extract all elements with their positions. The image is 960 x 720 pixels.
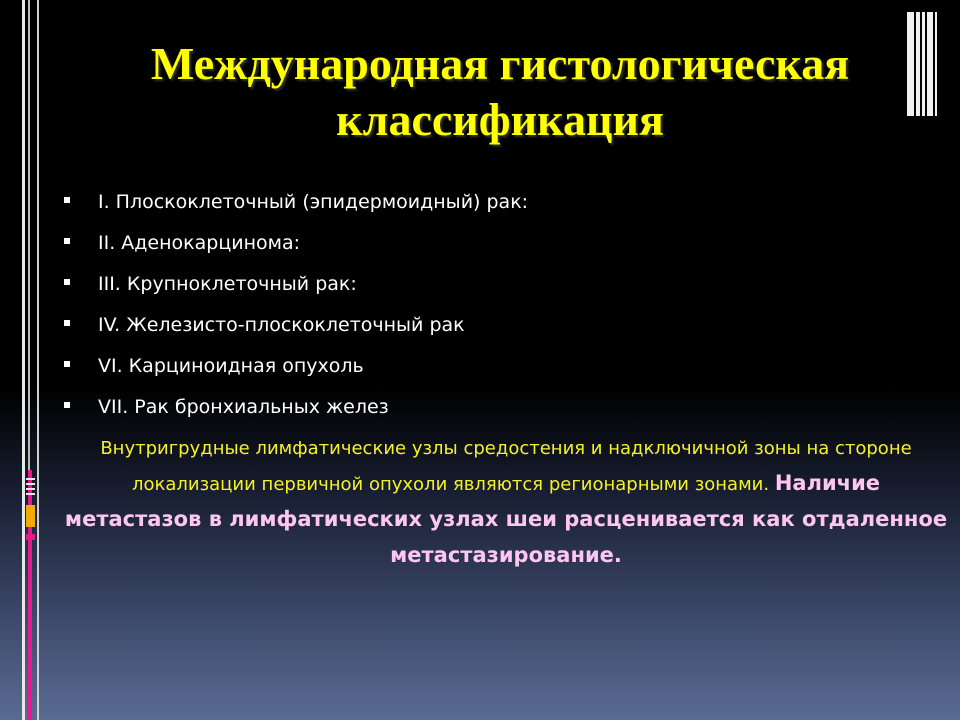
list-item-text: II. Аденокарцинома: — [98, 232, 301, 254]
bullet-square-icon — [64, 361, 70, 367]
list-item-text: VII. Рак бронхиальных желез — [98, 396, 389, 418]
list-item — [62, 264, 922, 305]
left-decor-block-orange — [26, 505, 35, 527]
list-item-text: IV. Железисто-плоскоклеточный рак — [98, 314, 465, 336]
bullet-square-icon — [64, 197, 70, 203]
left-decor-bar — [37, 0, 39, 720]
left-decor-bar — [22, 0, 25, 720]
left-decor-block-pink — [26, 534, 35, 540]
bullet-square-icon — [64, 320, 70, 326]
left-decor-bar — [28, 0, 30, 470]
list-item — [62, 182, 922, 223]
left-decor-dots — [26, 478, 35, 496]
note-emphasis: Наличие метастазов в лимфатических узлах шеи расценивается как отдаленное метастазирование. — [64, 471, 948, 567]
classification-list — [62, 182, 922, 428]
list-item-text: III. Крупноклеточный рак: — [98, 273, 357, 295]
list-item — [62, 346, 922, 387]
list-item — [62, 305, 922, 346]
list-item-text: I. Плоскоклеточный (эпидермоидный) рак: — [98, 191, 529, 213]
slide-stripes-icon — [907, 12, 937, 116]
bullet-square-icon — [64, 279, 70, 285]
slide-title: Международная гистологическая классификация — [150, 38, 850, 145]
list-item-text: VI. Карциноидная опухоль — [98, 355, 364, 377]
list-item — [62, 223, 922, 264]
list-item — [62, 387, 922, 428]
bullet-square-icon — [64, 402, 70, 408]
note-text: Внутригрудные лимфатические узлы средостения и надключичной зоны на стороне локализации первичной опухоли являются регионарными зонами. — [100, 438, 912, 495]
lymph-node-note — [62, 432, 950, 574]
bullet-square-icon — [64, 238, 70, 244]
